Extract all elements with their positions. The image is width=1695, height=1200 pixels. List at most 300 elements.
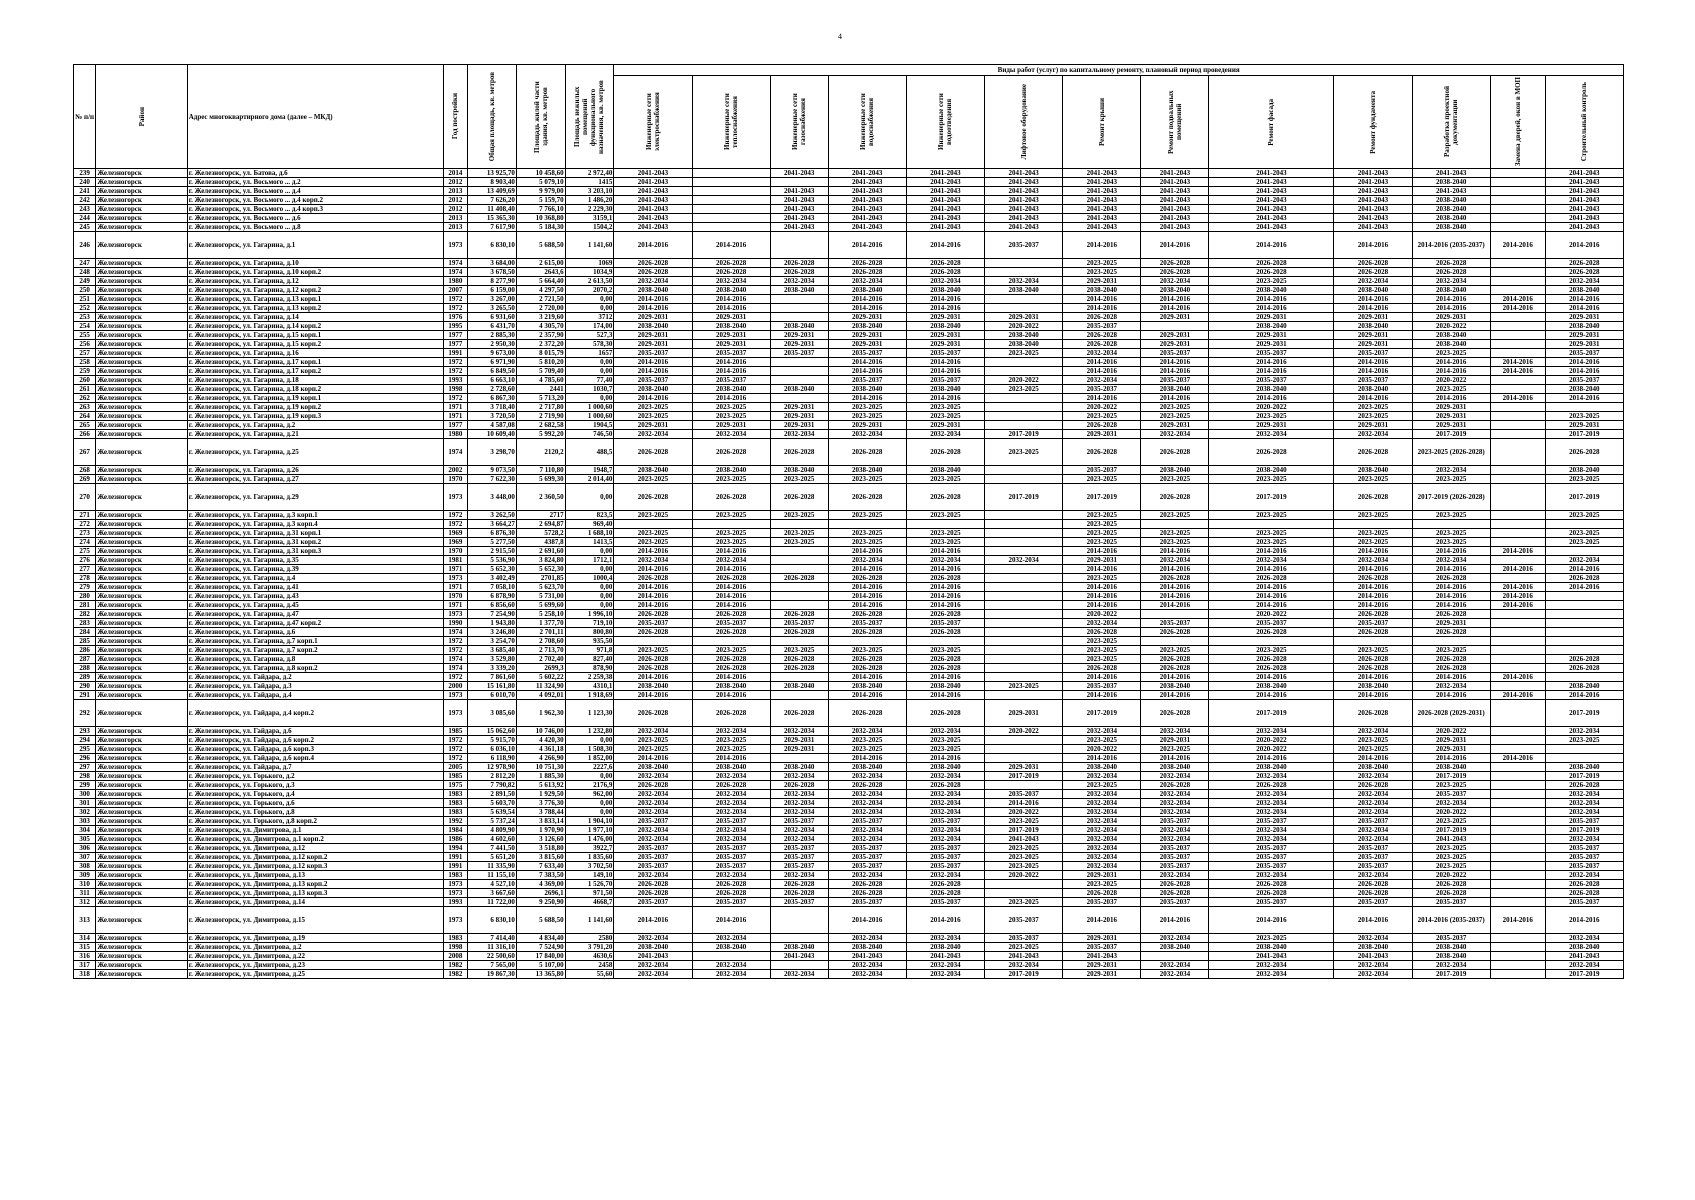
cell-work-period: 2023-2025 <box>1063 655 1141 664</box>
cell-address: г. Железногорск, ул. Восьмого ... д.4 корп.3 <box>187 205 443 214</box>
cell-work-period <box>1490 412 1545 421</box>
cell-work-period: 2026-2028 <box>1334 700 1412 727</box>
cell-work-period: 2032-2034 <box>1209 826 1334 835</box>
cell-area-living: 5 699,30 <box>516 475 565 484</box>
cell-work-period: 2041-2043 <box>1545 187 1623 196</box>
cell-work-period: 2023-2025 <box>692 745 770 754</box>
cell-area-living: 4 785,60 <box>516 376 565 385</box>
cell-work-period: 2014-2016 <box>1545 394 1623 403</box>
cell-work-period: 2035-2037 <box>828 862 906 871</box>
cell-work-period <box>1490 682 1545 691</box>
cell-work-period: 2014-2016 <box>1141 394 1209 403</box>
cell-work-period <box>985 691 1063 700</box>
cell-area-nonres: 0,00 <box>565 394 614 403</box>
table-row <box>74 943 1624 952</box>
cell-work-period: 2041-2043 <box>1063 178 1141 187</box>
cell-work-period: 2041-2043 <box>614 214 692 223</box>
cell-rayon: Железногорск <box>96 682 187 691</box>
cell-work-period: 2029-2031 <box>828 313 906 322</box>
cell-work-period: 2032-2034 <box>1334 961 1412 970</box>
cell-work-period: 2020-2022 <box>1209 610 1334 619</box>
cell-area-total: 3 720,50 <box>468 412 517 421</box>
cell-area-living: 2 615,00 <box>516 259 565 268</box>
cell-area-living: 4 369,00 <box>516 880 565 889</box>
cell-work-period <box>1490 781 1545 790</box>
cell-work-period: 2023-2025 <box>1063 637 1141 646</box>
cell-work-period: 2041-2043 <box>1412 187 1490 196</box>
cell-work-period: 2026-2028 <box>906 664 984 673</box>
cell-address: г. Железногорск, ул. Гагарина, д.29 <box>187 484 443 511</box>
cell-work-period: 2029-2031 <box>906 331 984 340</box>
cell-work-period: 2038-2040 <box>1141 466 1209 475</box>
cell-rayon: Железногорск <box>96 232 187 259</box>
cell-area-living: 3 815,60 <box>516 853 565 862</box>
cell-work-period: 2032-2034 <box>985 556 1063 565</box>
cell-area-nonres: 1 476,00 <box>565 835 614 844</box>
cell-work-period: 2014-2016 <box>1490 394 1545 403</box>
cell-area-living: 2717 <box>516 511 565 520</box>
cell-address: г. Железногорск, ул. Восьмого ... д.6 <box>187 214 443 223</box>
cell-year: 1970 <box>443 475 467 484</box>
cell-work-period: 2014-2016 <box>906 565 984 574</box>
cell-work-period: 2029-2031 <box>1412 619 1490 628</box>
cell-work-period: 2014-2016 <box>1545 583 1623 592</box>
cell-work-period: 2038-2040 <box>906 763 984 772</box>
cell-address: г. Железногорск, ул. Восьмого ... д.8 <box>187 223 443 232</box>
cell-work-period: 2023-2025 <box>1545 529 1623 538</box>
cell-work-period <box>770 565 828 574</box>
cell-work-period: 2014-2016 <box>614 754 692 763</box>
cell-year: 1969 <box>443 529 467 538</box>
cell-rayon: Железногорск <box>96 439 187 466</box>
cell-work-period: 2035-2037 <box>1412 934 1490 943</box>
cell-work-period: 2035-2037 <box>614 619 692 628</box>
cell-work-period: 2026-2028 <box>692 664 770 673</box>
cell-work-period: 2035-2037 <box>985 790 1063 799</box>
cell-rayon: Железногорск <box>96 610 187 619</box>
table-row <box>74 340 1624 349</box>
cell-rayon: Железногорск <box>96 466 187 475</box>
cell-year: 1977 <box>443 421 467 430</box>
cell-work-period: 2041-2043 <box>1141 178 1209 187</box>
cell-work-period: 2032-2034 <box>1209 808 1334 817</box>
cell-year: 1971 <box>443 412 467 421</box>
cell-area-nonres: 1000,4 <box>565 574 614 583</box>
cell-work-period: 2029-2031 <box>770 412 828 421</box>
cell-work-period: 2035-2037 <box>1209 853 1334 862</box>
cell-no: 250 <box>74 286 96 295</box>
cell-address: г. Железногорск, ул. Горького, д.2 <box>187 772 443 781</box>
cell-work-period: 2026-2028 <box>770 628 828 637</box>
cell-work-period: 2029-2031 <box>692 331 770 340</box>
cell-work-period: 2023-2025 <box>1545 475 1623 484</box>
cell-work-period <box>692 169 770 178</box>
cell-rayon: Железногорск <box>96 700 187 727</box>
cell-work-period: 2014-2016 <box>1334 592 1412 601</box>
cell-work-period: 2035-2037 <box>1209 862 1334 871</box>
cell-work-period: 2038-2040 <box>985 340 1063 349</box>
cell-area-living: 1 885,30 <box>516 772 565 781</box>
cell-work-period: 2035-2037 <box>614 862 692 871</box>
cell-no: 286 <box>74 646 96 655</box>
cell-work-period: 2038-2040 <box>828 322 906 331</box>
cell-work-period: 2026-2028 <box>770 700 828 727</box>
cell-no: 258 <box>74 358 96 367</box>
cell-work-period: 2029-2031 <box>1063 871 1141 880</box>
cell-area-total: 6 118,90 <box>468 754 517 763</box>
cell-area-living: 3 219,60 <box>516 313 565 322</box>
cell-work-period: 2017-2019 <box>1545 772 1623 781</box>
cell-year: 1972 <box>443 520 467 529</box>
cell-area-nonres: 1030,7 <box>565 385 614 394</box>
cell-work-period: 2014-2016 <box>906 583 984 592</box>
cell-area-total: 5 651,20 <box>468 853 517 862</box>
table-row <box>74 385 1624 394</box>
cell-work-period: 2026-2028 <box>1334 574 1412 583</box>
cell-work-period <box>770 754 828 763</box>
cell-work-period: 2026-2028 <box>828 880 906 889</box>
cell-work-period: 2014-2016 <box>692 232 770 259</box>
cell-area-total: 3 246,80 <box>468 628 517 637</box>
cell-work-period: 2038-2040 <box>1412 943 1490 952</box>
cell-work-period: 2014-2016 <box>1209 754 1334 763</box>
cell-work-period: 2014-2016 <box>1209 601 1334 610</box>
cell-work-period: 2029-2031 <box>614 340 692 349</box>
cell-work-period: 2014-2016 <box>1490 565 1545 574</box>
cell-work-period: 2023-2025 <box>1412 862 1490 871</box>
cell-area-total: 6 876,30 <box>468 529 517 538</box>
cell-work-period: 2032-2034 <box>1141 826 1209 835</box>
cell-work-period: 2032-2034 <box>692 277 770 286</box>
cell-no: 263 <box>74 403 96 412</box>
cell-work-period: 2032-2034 <box>1412 277 1490 286</box>
cell-rayon: Железногорск <box>96 556 187 565</box>
cell-work-period: 2026-2028 <box>1545 664 1623 673</box>
cell-year: 1973 <box>443 484 467 511</box>
cell-work-period: 2026-2028 <box>1141 700 1209 727</box>
cell-work-period: 2032-2034 <box>1063 808 1141 817</box>
cell-address: г. Железногорск, ул. Гагарина, д.1 <box>187 232 443 259</box>
cell-area-nonres: 971,8 <box>565 646 614 655</box>
cell-work-period: 2032-2034 <box>1141 871 1209 880</box>
cell-work-period: 2041-2043 <box>1209 187 1334 196</box>
cell-work-period: 2026-2028 <box>1063 664 1141 673</box>
cell-work-period: 2026-2028 <box>1334 259 1412 268</box>
cell-work-period: 2032-2034 <box>1063 727 1141 736</box>
cell-no: 279 <box>74 583 96 592</box>
cell-no: 262 <box>74 394 96 403</box>
cell-rayon: Железногорск <box>96 943 187 952</box>
cell-work-period: 2041-2043 <box>1545 214 1623 223</box>
cell-year: 1974 <box>443 259 467 268</box>
cell-area-nonres: 0,00 <box>565 736 614 745</box>
cell-work-period: 2032-2034 <box>828 826 906 835</box>
cell-work-period: 2038-2040 <box>1209 385 1334 394</box>
cell-work-period: 2041-2043 <box>828 196 906 205</box>
cell-work-period: 2026-2028 <box>614 484 692 511</box>
cell-rayon: Железногорск <box>96 277 187 286</box>
cell-year: 1971 <box>443 601 467 610</box>
cell-work-period: 2035-2037 <box>906 817 984 826</box>
cell-work-period: 2038-2040 <box>1545 286 1623 295</box>
cell-no: 301 <box>74 799 96 808</box>
cell-work-period: 2026-2028 <box>1141 655 1209 664</box>
cell-address: г. Железногорск, ул. Димитрова, д.15 <box>187 907 443 934</box>
table-row <box>74 214 1624 223</box>
cell-work-period: 2032-2034 <box>1141 961 1209 970</box>
cell-work-period: 2026-2028 <box>906 259 984 268</box>
cell-work-period <box>1490 340 1545 349</box>
cell-work-period <box>1545 403 1623 412</box>
cell-work-period: 2041-2043 <box>1063 187 1141 196</box>
cell-work-period: 2014-2016 <box>1209 583 1334 592</box>
cell-work-period: 2038-2040 <box>1063 763 1141 772</box>
cell-area-living: 4387,8 <box>516 538 565 547</box>
cell-area-nonres: 0,00 <box>565 484 614 511</box>
cell-work-period <box>1490 970 1545 979</box>
cell-work-period: 2023-2025 <box>1412 844 1490 853</box>
cell-work-period: 2026-2028 <box>1209 628 1334 637</box>
cell-work-period: 2032-2034 <box>770 871 828 880</box>
cell-area-total: 11 335,90 <box>468 862 517 871</box>
cell-area-living: 2 357,90 <box>516 331 565 340</box>
cell-area-nonres: 878,90 <box>565 664 614 673</box>
cell-work-period: 2032-2034 <box>1334 556 1412 565</box>
table-row <box>74 556 1624 565</box>
cell-work-period: 2035-2037 <box>770 862 828 871</box>
cell-work-period: 2023-2025 <box>828 646 906 655</box>
cell-area-nonres: 174,00 <box>565 322 614 331</box>
cell-work-period: 2014-2016 <box>1334 232 1412 259</box>
cell-work-period: 2014-2016 <box>1063 673 1141 682</box>
cell-rayon: Железногорск <box>96 664 187 673</box>
cell-work-period: 2038-2040 <box>1334 322 1412 331</box>
cell-work-period: 2032-2034 <box>692 772 770 781</box>
cell-work-period: 2023-2025 <box>1545 736 1623 745</box>
cell-work-period: 2032-2034 <box>1063 835 1141 844</box>
cell-year: 1972 <box>443 367 467 376</box>
cell-rayon: Железногорск <box>96 754 187 763</box>
cell-work-period <box>1490 376 1545 385</box>
cell-area-total: 7 626,20 <box>468 196 517 205</box>
cell-rayon: Железногорск <box>96 826 187 835</box>
cell-work-period: 2035-2037 <box>828 619 906 628</box>
cell-area-living: 5 713,20 <box>516 394 565 403</box>
cell-work-period <box>1490 889 1545 898</box>
cell-area-total: 3 684,00 <box>468 259 517 268</box>
cell-work-period: 2026-2028 <box>1334 484 1412 511</box>
cell-work-period: 2041-2043 <box>614 205 692 214</box>
cell-work-period: 2032-2034 <box>1412 466 1490 475</box>
cell-work-period: 2032-2034 <box>1209 790 1334 799</box>
cell-work-period <box>614 637 692 646</box>
cell-rayon: Железногорск <box>96 178 187 187</box>
cell-work-period: 2014-2016 <box>906 754 984 763</box>
cell-work-period: 2038-2040 <box>770 385 828 394</box>
cell-work-period: 2041-2043 <box>1334 952 1412 961</box>
cell-work-period <box>985 475 1063 484</box>
cell-work-period: 2029-2031 <box>1334 313 1412 322</box>
cell-work-period <box>985 781 1063 790</box>
cell-work-period: 2032-2034 <box>1334 430 1412 439</box>
cell-work-period: 2041-2043 <box>1141 223 1209 232</box>
cell-work-period <box>1490 835 1545 844</box>
cell-work-period: 2032-2034 <box>692 556 770 565</box>
cell-work-period <box>1490 214 1545 223</box>
cell-address: г. Железногорск, ул. Гагарина, д.35 <box>187 556 443 565</box>
cell-area-nonres: 2458 <box>565 961 614 970</box>
cell-work-period: 2041-2043 <box>1545 169 1623 178</box>
cell-work-period <box>1490 745 1545 754</box>
cell-work-period: 2032-2034 <box>770 799 828 808</box>
cell-work-period: 2041-2043 <box>1063 952 1141 961</box>
cell-work-period: 2035-2037 <box>770 898 828 907</box>
cell-rayon: Железногорск <box>96 583 187 592</box>
cell-area-nonres: 2176,9 <box>565 781 614 790</box>
cell-area-living: 5 688,50 <box>516 232 565 259</box>
cell-rayon: Железногорск <box>96 169 187 178</box>
cell-area-total: 3 678,50 <box>468 268 517 277</box>
cell-no: 309 <box>74 871 96 880</box>
cell-work-period: 2023-2025 <box>828 736 906 745</box>
cell-rayon: Железногорск <box>96 313 187 322</box>
cell-work-period <box>770 304 828 313</box>
cell-rayon: Железногорск <box>96 565 187 574</box>
cell-rayon: Железногорск <box>96 412 187 421</box>
cell-no: 282 <box>74 610 96 619</box>
cell-work-period: 2014-2016 <box>1334 547 1412 556</box>
cell-work-period: 2026-2028 <box>1209 781 1334 790</box>
cell-area-living: 5 613,92 <box>516 781 565 790</box>
cell-area-total: 4 809,90 <box>468 826 517 835</box>
cell-area-total: 5 652,30 <box>468 565 517 574</box>
cell-work-period: 2026-2028 <box>770 268 828 277</box>
cell-work-period: 2023-2025 <box>1063 736 1141 745</box>
cell-work-period: 2032-2034 <box>1141 727 1209 736</box>
cell-work-period: 2041-2043 <box>906 169 984 178</box>
cell-work-period: 2026-2028 <box>1209 439 1334 466</box>
cell-work-period: 2032-2034 <box>614 970 692 979</box>
cell-work-period: 2014-2016 <box>1063 295 1141 304</box>
table-row <box>74 781 1624 790</box>
table-row <box>74 727 1624 736</box>
cell-area-nonres: 3159,1 <box>565 214 614 223</box>
cell-work-period: 2035-2037 <box>770 853 828 862</box>
cell-work-period: 2032-2034 <box>692 430 770 439</box>
cell-work-period: 2014-2016 <box>692 295 770 304</box>
cell-area-living: 2 708,60 <box>516 637 565 646</box>
cell-work-period: 2023-2025 <box>1063 259 1141 268</box>
cell-area-total: 8 277,90 <box>468 277 517 286</box>
cell-work-period: 2026-2028 <box>1545 781 1623 790</box>
cell-work-period: 2032-2034 <box>1545 727 1623 736</box>
cell-work-period: 2014-2016 <box>1063 367 1141 376</box>
cell-work-period <box>906 637 984 646</box>
cell-area-living: 2 691,60 <box>516 547 565 556</box>
cell-work-period <box>985 637 1063 646</box>
cell-work-period: 2014-2016 <box>1490 691 1545 700</box>
cell-work-period: 2014-2016 <box>1141 601 1209 610</box>
cell-area-total: 4 587,08 <box>468 421 517 430</box>
cell-work-period: 2023-2025 <box>1141 412 1209 421</box>
header-work-11: Замена дверей, окон в МОП <box>1490 76 1545 169</box>
cell-work-period: 2023-2025 <box>1209 646 1334 655</box>
cell-address: г. Железногорск, ул. Димитрова, д.23 <box>187 961 443 970</box>
cell-work-period: 2026-2028 <box>828 889 906 898</box>
cell-year: 1973 <box>443 610 467 619</box>
table-row <box>74 628 1624 637</box>
table-row <box>74 412 1624 421</box>
cell-work-period <box>770 556 828 565</box>
cell-work-period: 2014-2016 <box>1545 907 1623 934</box>
cell-work-period: 2038-2040 <box>828 682 906 691</box>
cell-rayon: Железногорск <box>96 547 187 556</box>
cell-area-nonres: 1034,9 <box>565 268 614 277</box>
cell-work-period: 2041-2043 <box>1209 196 1334 205</box>
table-row <box>74 655 1624 664</box>
cell-work-period: 2029-2031 <box>770 331 828 340</box>
cell-work-period: 2041-2043 <box>770 205 828 214</box>
table-row <box>74 547 1624 556</box>
cell-work-period: 2014-2016 <box>1490 232 1545 259</box>
cell-work-period: 2032-2034 <box>614 277 692 286</box>
cell-area-nonres: 1 141,60 <box>565 232 614 259</box>
cell-work-period: 2035-2037 <box>828 376 906 385</box>
cell-work-period: 2014-2016 <box>1141 295 1209 304</box>
cell-work-period: 2041-2043 <box>906 214 984 223</box>
cell-work-period <box>1490 934 1545 943</box>
cell-work-period: 2038-2040 <box>1412 286 1490 295</box>
cell-work-period: 2026-2028 <box>1063 421 1141 430</box>
cell-rayon: Железногорск <box>96 628 187 637</box>
cell-year: 2013 <box>443 214 467 223</box>
cell-work-period: 2014-2016 <box>614 583 692 592</box>
cell-work-period: 2014-2016 <box>692 592 770 601</box>
cell-area-living: 4 092,01 <box>516 691 565 700</box>
cell-work-period: 2035-2037 <box>1334 619 1412 628</box>
cell-work-period: 2026-2028 <box>692 484 770 511</box>
cell-work-period: 2032-2034 <box>770 430 828 439</box>
cell-work-period: 2023-2025 <box>906 529 984 538</box>
cell-work-period: 2026-2028 <box>1209 664 1334 673</box>
table-row <box>74 601 1624 610</box>
cell-area-nonres: 1 835,60 <box>565 853 614 862</box>
cell-work-period: 2014-2016 <box>1490 367 1545 376</box>
cell-work-period: 2029-2031 <box>1063 556 1141 565</box>
cell-work-period: 2023-2025 <box>1334 403 1412 412</box>
cell-work-period: 2041-2043 <box>614 178 692 187</box>
cell-work-period: 2041-2043 <box>985 187 1063 196</box>
cell-work-period: 2026-2028 <box>906 574 984 583</box>
cell-work-period: 2026-2028 <box>1412 880 1490 889</box>
cell-work-period: 2026-2028 <box>770 880 828 889</box>
cell-area-nonres: 0,00 <box>565 772 614 781</box>
table-row <box>74 268 1624 277</box>
cell-no: 303 <box>74 817 96 826</box>
cell-area-total: 7 617,90 <box>468 223 517 232</box>
cell-work-period <box>1490 799 1545 808</box>
cell-work-period: 2023-2025 <box>1334 412 1412 421</box>
cell-work-period: 2026-2028 <box>1209 655 1334 664</box>
cell-work-period: 2014-2016 <box>1063 691 1141 700</box>
cell-address: г. Железногорск, ул. Гагарина, д.12 <box>187 277 443 286</box>
cell-area-total: 6 931,60 <box>468 313 517 322</box>
cell-year: 1984 <box>443 826 467 835</box>
cell-work-period: 2020-2022 <box>1209 403 1334 412</box>
cell-work-period: 2041-2043 <box>1334 223 1412 232</box>
cell-work-period: 2014-2016 <box>1545 358 1623 367</box>
cell-no: 251 <box>74 295 96 304</box>
